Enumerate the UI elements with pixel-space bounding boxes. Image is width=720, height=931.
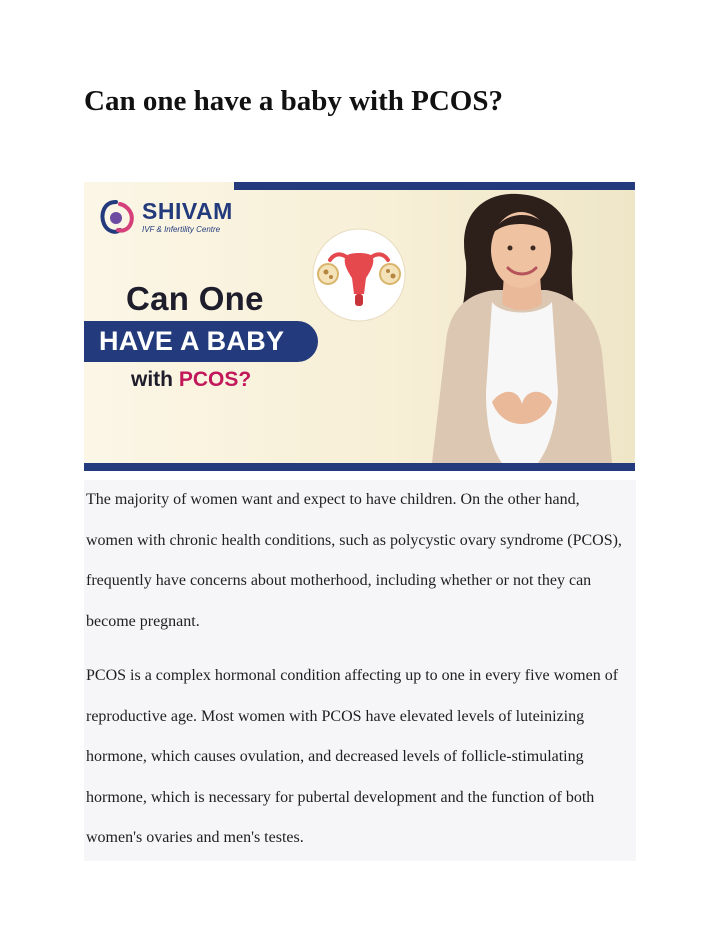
article-body xyxy=(84,480,636,861)
banner-bottom-bar xyxy=(84,463,635,471)
page-title: Can one have a baby with PCOS? xyxy=(84,85,503,117)
logo-mark-icon xyxy=(96,196,138,238)
pregnant-woman-photo xyxy=(406,192,635,463)
hero-banner-image xyxy=(84,182,635,471)
banner-headline-line3 xyxy=(131,368,251,392)
logo-subtitle: IVF & Infertility Centre xyxy=(142,225,221,234)
banner-top-bar xyxy=(234,182,635,190)
banner-headline-line1: Can One xyxy=(126,280,264,317)
headline-pcos: PCOS? xyxy=(178,368,252,391)
paragraph-2: PCOS is a complex hormonal condition affecting up to one in every five women of reproductive age. Most women with PCOS have elevated levels of luteinizing hormone, which causes ovulation, and decreased levels of follicle-stimulating hormone, which is necessary for pubertal development and the function of both women's ovaries and men's testes. xyxy=(86,667,619,846)
banner-headline-line2: HAVE A BABY xyxy=(84,321,318,362)
clinic-logo xyxy=(96,196,233,238)
paragraph-1: The majority of women want and expect to have children. On the other hand, women with chronic health conditions, such as polycystic ovary syndrome (PCOS), frequently have concerns about motherhood, including whether or not they can become pregnant. xyxy=(86,491,622,630)
headline-with: with xyxy=(131,368,173,391)
uterus-icon xyxy=(310,226,408,324)
logo-name: SHIVAM xyxy=(142,198,233,224)
